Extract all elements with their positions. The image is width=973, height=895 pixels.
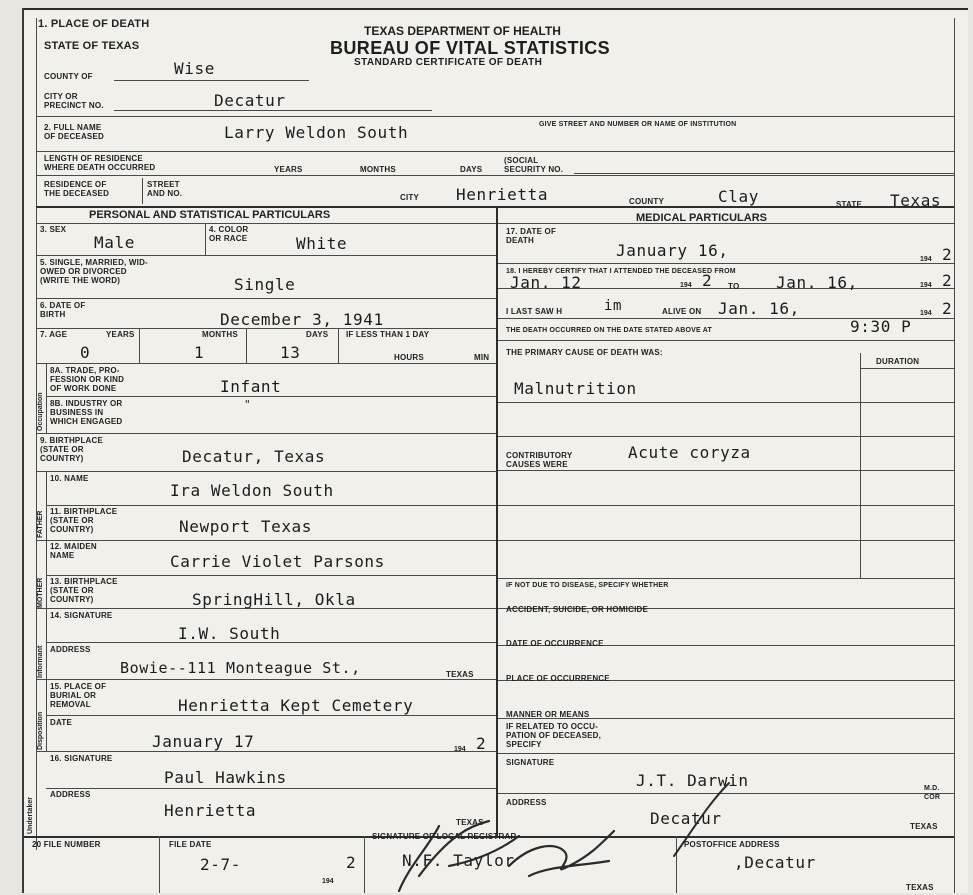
rule [860, 368, 954, 369]
to-label: TO [728, 282, 740, 291]
length-label-2: WHERE DEATH OCCURRED [44, 163, 156, 172]
related-label-1: IF RELATED TO OCCU- [506, 722, 598, 731]
age-days: 13 [280, 343, 301, 362]
from-year-prefix: 194 [680, 282, 692, 289]
undertaker-side-label: Undertaker [27, 797, 34, 834]
informant-signature: I.W. South [178, 624, 281, 643]
to-year-prefix: 194 [920, 282, 932, 289]
county-label: COUNTY OF [44, 72, 93, 81]
color-value: White [296, 234, 348, 253]
institution-label: GIVE STREET AND NUMBER OR NAME OF INSTITUTION [539, 121, 737, 128]
father-birthplace-label-3: COUNTRY) [50, 525, 94, 534]
rule [36, 175, 954, 176]
months-label: MONTHS [360, 165, 396, 174]
rule [159, 836, 160, 893]
disposition-side-label: Disposition [37, 711, 44, 750]
certificate-title: STANDARD CERTIFICATE OF DEATH [354, 57, 543, 68]
rule [36, 206, 954, 208]
rule [498, 505, 954, 506]
rule [954, 18, 955, 893]
rule [36, 540, 496, 541]
mother-birthplace-label-3: COUNTRY) [50, 595, 94, 604]
undertaker-address-label: ADDRESS [50, 790, 91, 799]
rule [364, 836, 365, 893]
birthplace-label-2: (STATE OR [40, 445, 84, 454]
death-year-prefix: 194 [920, 256, 932, 263]
rule [498, 540, 954, 541]
duration-label: DURATION [876, 357, 920, 366]
rule [574, 173, 954, 174]
registrar-signature-scrawl [379, 806, 629, 895]
related-label-2: PATION OF DECEASED, [506, 731, 602, 740]
marital-label-1: 5. SINGLE, MARRIED, WID- [40, 258, 148, 267]
mother-birthplace: SpringHill, Okla [192, 590, 356, 609]
industry-label-1: 8B. INDUSTRY OR [50, 399, 123, 408]
rule [205, 223, 206, 255]
rule [114, 110, 432, 111]
birth-label-1: 6. DATE OF [40, 301, 86, 310]
cor-label: COR [924, 794, 941, 801]
residence-city-label: CITY [400, 193, 420, 202]
informant-address-label: ADDRESS [50, 645, 91, 654]
name-label-2: OF DECEASED [44, 132, 104, 141]
rule [36, 223, 496, 224]
bureau-title: BUREAU OF VITAL STATISTICS [330, 38, 611, 58]
rule [36, 363, 496, 364]
physician-state: TEXAS [910, 822, 938, 831]
physician-signature: J.T. Darwin [636, 771, 749, 790]
sex-label: 3. SEX [40, 225, 67, 234]
informant-state: TEXAS [446, 670, 474, 679]
age-years: 0 [80, 343, 91, 362]
rule [24, 8, 968, 10]
rule [498, 578, 954, 579]
death-date: January 16, [616, 241, 729, 260]
informant-side-label: Informant [37, 645, 44, 678]
burial-date-label: DATE [50, 718, 72, 727]
rule [246, 328, 247, 363]
burial-year-digit: 2 [476, 734, 487, 753]
mother-maiden: Carrie Violet Parsons [170, 552, 385, 571]
rule [36, 151, 954, 152]
years-label: YEARS [274, 165, 303, 174]
contributory-cause: Acute coryza [628, 443, 751, 462]
mother-birthplace-label-1: 13. BIRTHPLACE [50, 577, 118, 586]
father-birthplace-label-2: (STATE OR [50, 516, 94, 525]
occurred-label: THE DEATH OCCURRED ON THE DATE STATED ABOVE AT [506, 327, 712, 334]
residence-city: Henrietta [456, 185, 549, 204]
marital-label-3: (WRITE THE WORD) [40, 276, 121, 285]
rule [46, 715, 496, 716]
age-label: 7. AGE [40, 330, 68, 339]
industry-label-3: WHICH ENGAGED [50, 417, 123, 426]
birthplace-value: Decatur, Texas [182, 447, 326, 466]
rule [498, 402, 954, 403]
trade-label-2: FESSION OR KIND [50, 375, 125, 384]
last-saw-date: Jan. 16, [718, 299, 800, 318]
trade-value: Infant [220, 377, 282, 396]
death-date-label-2: DEATH [506, 236, 534, 245]
length-label-1: LENGTH OF RESIDENCE [44, 154, 143, 163]
from-year-digit: 2 [702, 271, 713, 290]
rule [36, 471, 496, 472]
age-years-label: YEARS [106, 330, 135, 339]
rule [114, 80, 309, 81]
color-label-2: OR RACE [209, 234, 248, 243]
undertaker-signature-label: 16. SIGNATURE [50, 754, 113, 763]
medical-section-title: MEDICAL PARTICULARS [636, 212, 767, 224]
father-name: Ira Weldon South [170, 481, 334, 500]
birthplace-label-3: COUNTRY) [40, 454, 84, 463]
birthplace-label-1: 9. BIRTHPLACE [40, 436, 104, 445]
rule [860, 353, 861, 578]
not-disease-label: IF NOT DUE TO DISEASE, SPECIFY WHETHER [506, 582, 669, 589]
physician-signature-label: SIGNATURE [506, 758, 555, 767]
rule [46, 575, 496, 576]
undertaker-address: Henrietta [164, 801, 257, 820]
rule [498, 263, 954, 264]
rule [46, 363, 47, 433]
file-number-label: 20 FILE NUMBER [32, 840, 101, 849]
rule [142, 178, 143, 204]
age-less-label: IF LESS THAN 1 DAY [346, 330, 430, 339]
city-label-2: PRECINCT NO. [44, 101, 104, 110]
last-year-digit: 2 [942, 299, 953, 318]
certificate-sheet [22, 8, 968, 893]
burial-place-label-3: REMOVAL [50, 700, 91, 709]
personal-section-title: PERSONAL AND STATISTICAL PARTICULARS [89, 209, 331, 221]
sex-value: Male [94, 233, 135, 252]
rule [46, 471, 47, 751]
related-label-3: SPECIFY [506, 740, 542, 749]
certify-label: 18. I HEREBY CERTIFY THAT I ATTENDED THE DECEASED FROM [506, 268, 736, 275]
accident-label: ACCIDENT, SUICIDE, OR HOMICIDE [506, 605, 649, 614]
residence-county-label: COUNTY [629, 197, 664, 206]
occurrence-place-label: PLACE OF OCCURRENCE [506, 674, 610, 683]
residence-county: Clay [718, 187, 759, 206]
mother-birthplace-label-2: (STATE OR [50, 586, 94, 595]
rule [36, 751, 496, 752]
rule [498, 753, 954, 754]
informant-signature-label: 14. SIGNATURE [50, 611, 113, 620]
md-label: M.D. [924, 785, 940, 792]
alive-label: ALIVE ON [662, 307, 702, 316]
age-months-label: MONTHS [202, 330, 238, 339]
rule [496, 208, 498, 836]
contributory-label-1: CONTRIBUTORY [506, 451, 573, 460]
rule [498, 340, 954, 341]
marital-label-2: OWED OR DIVORCED [40, 267, 127, 276]
residence-state-label: STATE [836, 200, 863, 209]
registrar-label: SIGNATURE OF LOCAL REGISTRAR [372, 832, 517, 841]
primary-cause: Malnutrition [514, 379, 637, 398]
birth-label-2: BIRTH [40, 310, 66, 319]
burial-year-prefix: 194 [454, 746, 466, 753]
death-date-label-1: 17. DATE OF [506, 227, 557, 236]
street-label-2: AND NO. [147, 189, 183, 198]
rule [139, 328, 140, 363]
informant-address: Bowie--111 Monteague St., [120, 659, 361, 677]
marital-value: Single [234, 275, 296, 294]
city-value: Decatur [214, 91, 286, 110]
occurrence-date-label: DATE OF OCCURRENCE [506, 639, 604, 648]
rule [46, 505, 496, 506]
postoffice-value: ,Decatur [734, 853, 816, 872]
to-year-digit: 2 [942, 271, 953, 290]
father-birthplace-label-1: 11. BIRTHPLACE [50, 507, 118, 516]
rule [46, 788, 496, 789]
mother-side-label: MOTHER [37, 577, 44, 608]
rule [338, 328, 339, 363]
death-time: 9:30 P [850, 317, 912, 336]
manner-label: MANNER OR MEANS [506, 710, 590, 719]
postoffice-label: POSTOFFICE ADDRESS [684, 840, 780, 849]
age-days-label: DAYS [306, 330, 329, 339]
deceased-name: Larry Weldon South [224, 123, 409, 142]
rule [36, 116, 954, 117]
attended-from: Jan. 12 [510, 273, 582, 292]
father-side-label: FATHER [37, 510, 44, 538]
file-date-label: FILE DATE [169, 840, 212, 849]
rule [36, 751, 37, 836]
trade-label-1: 8A. TRADE, PRO- [50, 366, 120, 375]
signature-stroke [664, 778, 734, 858]
footer-state: TEXAS [906, 883, 934, 892]
age-min-label: MIN [474, 353, 490, 362]
age-hours-label: HOURS [394, 353, 424, 362]
age-months: 1 [194, 343, 205, 362]
burial-date: January 17 [152, 732, 255, 751]
social-label-2: SECURITY NO. [504, 165, 564, 174]
father-name-label: 10. NAME [50, 474, 89, 483]
occupation-side-label: Occupation [37, 392, 44, 431]
place-of-death-label: 1. PLACE OF DEATH [38, 18, 150, 30]
burial-place-label-1: 15. PLACE OF [50, 682, 107, 691]
rule [36, 255, 496, 256]
rule [36, 298, 496, 299]
file-date: 2-7- [200, 855, 241, 874]
county-value: Wise [174, 59, 215, 78]
social-label-1: (SOCIAL [504, 156, 539, 165]
industry-value: " [244, 398, 252, 411]
last-saw-pronoun: im [604, 298, 623, 314]
mother-maiden-label-2: NAME [50, 551, 75, 560]
rule [36, 433, 496, 434]
death-year-digit: 2 [942, 245, 953, 264]
undertaker-signature: Paul Hawkins [164, 768, 287, 787]
rule [36, 679, 496, 680]
street-label-1: STREET [147, 180, 180, 189]
residence-state: Texas [890, 191, 942, 210]
undertaker-state: TEXAS [456, 818, 484, 827]
birth-value: December 3, 1941 [220, 310, 384, 329]
file-year-digit: 2 [346, 853, 357, 872]
physician-address: Decatur [650, 809, 722, 828]
last-year-prefix: 194 [920, 310, 932, 317]
registrar-name: N.F. Taylor [402, 851, 515, 870]
city-label-1: CITY OR [44, 92, 78, 101]
contributory-label-2: CAUSES WERE [506, 460, 568, 469]
mother-maiden-label-1: 12. MAIDEN [50, 542, 97, 551]
days-label: DAYS [460, 165, 483, 174]
rule [46, 396, 496, 397]
state-label: STATE OF TEXAS [44, 40, 140, 52]
file-year-prefix: 194 [322, 878, 334, 885]
burial-place-label-2: BURIAL OR [50, 691, 97, 700]
last-saw-label: I LAST SAW H [506, 307, 563, 316]
color-label-1: 4. COLOR [209, 225, 249, 234]
department-title: TEXAS DEPARTMENT OF HEALTH [364, 24, 561, 38]
industry-label-2: BUSINESS IN [50, 408, 104, 417]
name-label-1: 2. FULL NAME [44, 123, 102, 132]
primary-cause-label: THE PRIMARY CAUSE OF DEATH WAS: [506, 348, 663, 357]
rule [498, 470, 954, 471]
burial-place: Henrietta Kept Cemetery [178, 696, 414, 715]
attended-to: Jan. 16, [776, 273, 858, 292]
father-birthplace: Newport Texas [179, 517, 313, 536]
residence-label-2: THE DECEASED [44, 189, 110, 198]
trade-label-3: OF WORK DONE [50, 384, 117, 393]
rule [498, 436, 954, 437]
physician-address-label: ADDRESS [506, 798, 547, 807]
residence-label-1: RESIDENCE OF [44, 180, 107, 189]
